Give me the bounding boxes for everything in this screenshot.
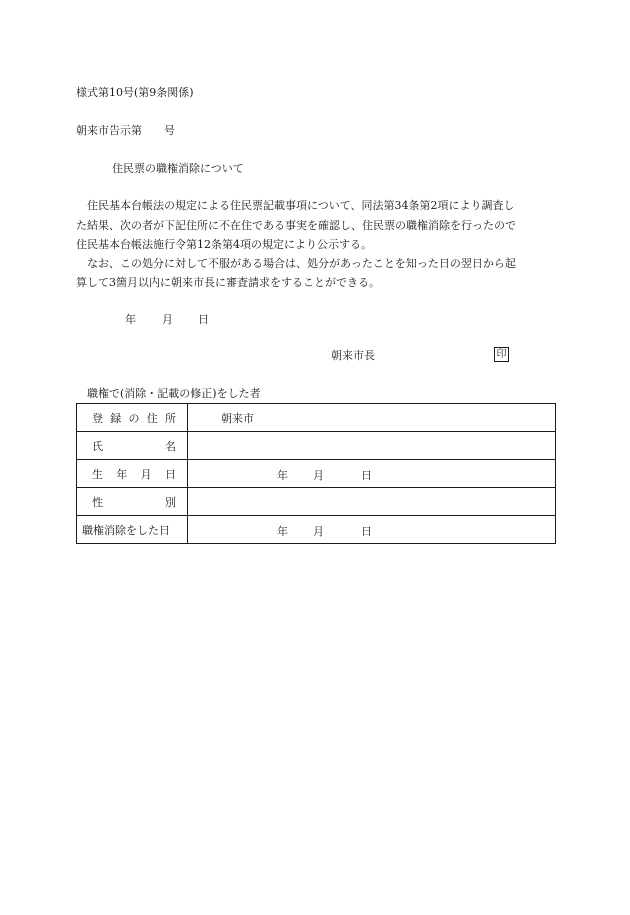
birth-month-unit: 月: [313, 469, 324, 482]
label-char: 名: [165, 439, 176, 453]
paragraph-1-line-1: [76, 199, 515, 213]
paragraph-2-line-2: 算して3箇月以内に朝来市長に審査請求をすることができる。: [76, 276, 380, 289]
label-sex: [77, 488, 188, 516]
label-char: 登: [92, 411, 103, 425]
table-row: [77, 432, 556, 460]
form-number: 様式第10号(第9条関係): [76, 86, 194, 99]
notice-number: 朝来市告示第 号: [76, 124, 175, 137]
label-char: 氏: [92, 439, 103, 453]
label-char: 所: [165, 411, 176, 425]
value-removal-date[interactable]: [188, 516, 556, 544]
label-char: 性: [92, 495, 103, 509]
value-birthdate[interactable]: [188, 460, 556, 488]
label-address: [77, 404, 188, 432]
label-char: の: [128, 411, 140, 425]
removal-month-unit: 月: [313, 525, 324, 538]
birth-day-unit: 日: [361, 469, 372, 482]
label-name: [77, 432, 188, 460]
table-row: [77, 460, 556, 488]
label-char: 録: [110, 411, 122, 425]
notice-title: 住民票の職権消除について: [112, 162, 244, 175]
label-char: 別: [165, 495, 176, 509]
table-row: [77, 516, 556, 544]
person-table: [76, 403, 556, 544]
label-birthdate: [77, 460, 188, 488]
paragraph-2-line-1: [76, 257, 516, 271]
table-row: [77, 488, 556, 516]
notice-date: [125, 313, 209, 327]
birth-year-unit: 年: [277, 469, 288, 482]
date-year: 年: [125, 313, 136, 326]
label-text: 職権消除をした日: [82, 523, 170, 537]
date-day: 日: [198, 313, 209, 326]
removal-day-unit: 日: [361, 525, 372, 538]
label-char: 日: [164, 467, 176, 481]
removal-year-unit: 年: [277, 525, 288, 538]
paragraph-text: 住民基本台帳法の規定による住民票記載事項について、同法第34条第2項により調査し: [87, 199, 515, 212]
mayor-title: 朝来市長: [331, 349, 375, 362]
label-char: 年: [116, 467, 128, 481]
seal-stamp: 印: [494, 347, 509, 362]
paragraph-1-line-2: た結果、次の者が下記住所に不在住である事実を確認し、住民票の職権消除を行ったので: [76, 219, 516, 232]
label-char: 生: [92, 467, 103, 481]
paragraph-1-line-3: 住民基本台帳法施行令第12条第4項の規定により公示する。: [76, 238, 372, 251]
value-name[interactable]: [188, 432, 556, 460]
table-row: [77, 404, 556, 432]
value-sex[interactable]: [188, 488, 556, 516]
date-month: 月: [162, 313, 173, 326]
paragraph-text: なお、この処分に対して不服がある場合は、処分があったことを知った日の翌日から起: [87, 257, 516, 270]
label-char: 月: [140, 467, 152, 481]
label-char: 住: [146, 411, 158, 425]
label-removal-date: [77, 516, 188, 544]
value-address[interactable]: 朝来市: [188, 404, 556, 432]
table-caption: 職権で(消除・記載の修正)をした者: [87, 387, 261, 400]
